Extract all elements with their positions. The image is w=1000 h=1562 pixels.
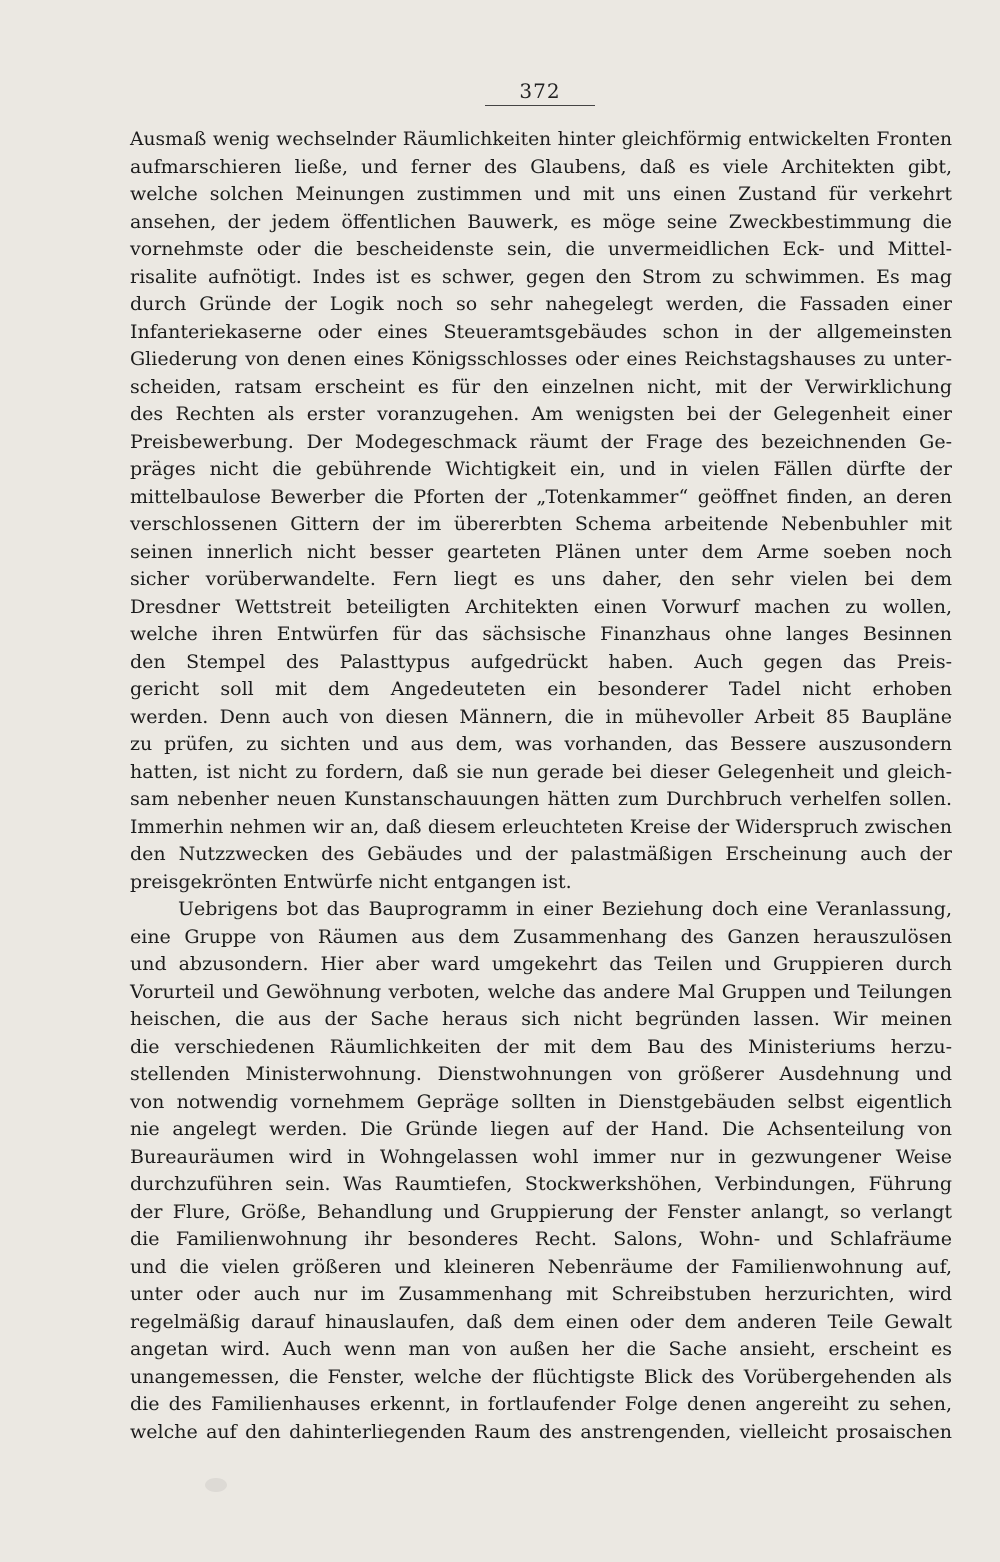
text-line: die Familienwohnung ihr besonderes Recht. Salons, Wohn- und Schlafräume	[130, 1228, 952, 1250]
text-line: den Stempel des Palasttypus aufgedrückt haben. Auch gegen das Preis-	[130, 650, 952, 673]
text-line: Infanteriekaserne oder eines Steueramtsgebäudes schon in der allgemeinsten	[130, 320, 952, 343]
text-line: und die vielen größeren und kleineren Nebenräume der Familienwohnung auf,	[130, 1255, 952, 1278]
text-line: welche ihren Entwürfen für das sächsische Finanzhaus ohne langes Besinnen	[130, 623, 952, 645]
text-line: Gliederung von denen eines Königsschlosses oder eines Reichstagshauses zu unter-	[130, 348, 952, 370]
text-line: sicher vorüberwandelte. Fern liegt es uns daher, den sehr vielen bei dem	[130, 568, 952, 590]
text-line: durch Gründe der Logik noch so sehr nahegelegt werden, die Fassaden einer	[130, 293, 952, 315]
text-line: vornehmste oder die bescheidenste sein, die unvermeidlichen Eck- und Mittel-	[130, 238, 952, 260]
text-line: hatten, ist nicht zu fordern, daß sie nun gerade bei dieser Gelegenheit und gleich-	[130, 760, 952, 783]
text-line: und abzusondern. Hier aber ward umgekehrt das Teilen und Gruppieren durch	[130, 953, 952, 975]
paragraph-first-line: Uebrigens bot das Bauprogramm in einer Beziehung doch eine Veranlassung,	[178, 898, 952, 920]
text-line: aufmarschieren ließe, und ferner des Glaubens, daß es viele Architekten gibt,	[130, 155, 952, 178]
text-line: scheiden, ratsam erscheint es für den einzelnen nicht, mit der Verwirklichung	[130, 375, 952, 398]
text-line: nie angelegt werden. Die Gründe liegen auf der Hand. Die Achsenteilung von	[130, 1118, 952, 1140]
text-line: des Rechten als erster voranzugehen. Am wenigsten bei der Gelegenheit einer	[130, 403, 952, 425]
text-line: die des Familienhauses erkennt, in fortlaufender Folge denen angereiht zu sehen,	[130, 1393, 952, 1415]
text-line: Bureauräumen wird in Wohngelassen wohl immer nur in gezwungener Weise	[130, 1145, 952, 1168]
text-line: regelmäßig darauf hinauslaufen, daß dem einen oder dem anderen Teile Gewalt	[130, 1310, 952, 1333]
text-line: unangemessen, die Fenster, welche der flüchtigste Blick des Vorübergehenden als	[130, 1365, 952, 1388]
text-line: Dresdner Wettstreit beteiligten Architekten einen Vorwurf machen zu wollen,	[130, 595, 952, 618]
text-line: sam nebenher neuen Kunstanschauungen hätten zum Durchbruch verhelfen sollen.	[130, 788, 952, 810]
text-line: welche solchen Meinungen zustimmen und mit uns einen Zustand für verkehrt	[130, 183, 952, 205]
text-line: heischen, die aus der Sache heraus sich nicht begründen lassen. Wir meinen	[130, 1008, 952, 1030]
body-text	[130, 126, 952, 1446]
text-line: der Flure, Größe, Behandlung und Gruppierung der Fenster anlangt, so verlangt	[130, 1200, 952, 1223]
page-number-rule	[485, 105, 595, 106]
text-line: durchzuführen sein. Was Raumtiefen, Stockwerkshöhen, Verbindungen, Führung	[130, 1173, 952, 1195]
text-line: von notwendig vornehmem Gepräge sollten in Dienstgebäuden selbst eigentlich	[130, 1090, 952, 1113]
text-line: angetan wird. Auch wenn man von außen her die Sache ansieht, erscheint es	[130, 1338, 952, 1360]
text-line: werden. Denn auch von diesen Männern, die in mühevoller Arbeit 85 Baupläne	[130, 705, 952, 728]
text-line: mittelbaulose Bewerber die Pforten der „Totenkammer“ geöffnet finden, an deren	[130, 485, 952, 508]
text-line: eine Gruppe von Räumen aus dem Zusammenhang des Ganzen herauszulösen	[130, 925, 952, 948]
text-line: präges nicht die gebührende Wichtigkeit ein, und in vielen Fällen dürfte der	[130, 458, 952, 480]
text-line: zu prüfen, zu sichten und aus dem, was vorhanden, das Bessere auszusondern	[130, 733, 952, 755]
text-line: gericht soll mit dem Angedeuteten ein besonderer Tadel nicht erhoben	[130, 678, 952, 700]
text-line: Vorurteil und Gewöhnung verboten, welche das andere Mal Gruppen und Teilungen	[130, 980, 952, 1003]
text-line: Immerhin nehmen wir an, daß diesem erleuchteten Kreise der Widerspruch zwischen	[130, 816, 952, 838]
text-line: seinen innerlich nicht besser gearteten Plänen unter dem Arme soeben noch	[130, 540, 952, 563]
text-line: stellenden Ministerwohnung. Dienstwohnungen von größerer Ausdehnung und	[130, 1063, 952, 1085]
page-number: 372	[519, 79, 561, 103]
text-line: verschlossenen Gittern der im übererbten Schema arbeitende Nebenbuhler mit	[130, 513, 952, 535]
text-line: unter oder auch nur im Zusammenhang mit Schreibstuben herzurichten, wird	[130, 1283, 952, 1305]
text-line: den Nutzzwecken des Gebäudes und der palastmäßigen Erscheinung auch der	[130, 843, 952, 865]
text-line: die verschiedenen Räumlichkeiten der mit dem Bau des Ministeriums herzu-	[130, 1035, 952, 1058]
text-line: Ausmaß wenig wechselnder Räumlichkeiten hinter gleichförmig entwickelten Fronten	[130, 129, 952, 150]
paragraph-last-line: preisgekrönten Entwürfe nicht entgangen ist.	[130, 870, 572, 893]
text-line: ansehen, der jedem öffentlichen Bauwerk, es möge seine Zweckbestimmung die	[130, 210, 952, 233]
paper-smudge	[205, 1478, 227, 1492]
text-line: risalite aufnötigt. Indes ist es schwer, gegen den Strom zu schwimmen. Es mag	[130, 265, 952, 288]
text-line: welche auf den dahinterliegenden Raum des anstrengenden, vielleicht prosaischen	[130, 1420, 952, 1443]
text-line: Preisbewerbung. Der Modegeschmack räumt der Frage des bezeichnenden Ge-	[130, 430, 952, 453]
